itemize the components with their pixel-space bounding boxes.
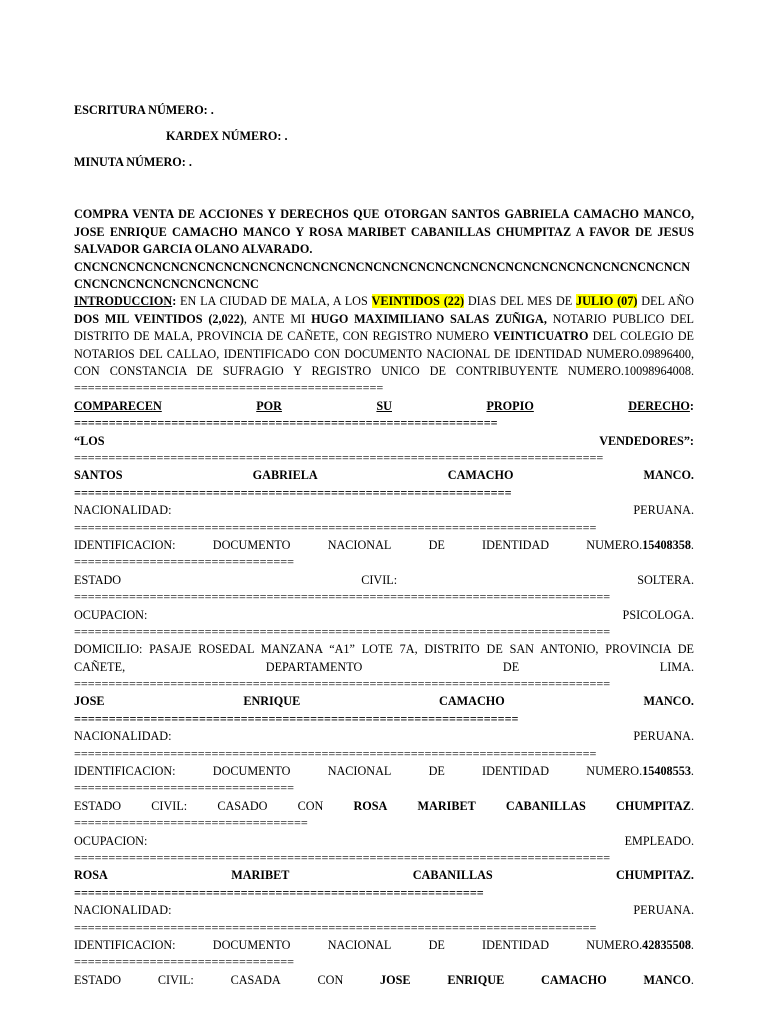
identificacion-row (74, 937, 694, 954)
separator-line: ============================================================================ (74, 746, 597, 761)
name-part: ROSA (74, 868, 108, 883)
comparecen-word-2: POR (256, 398, 282, 413)
name-part: ENRIQUE (243, 694, 301, 709)
nacionalidad-row (74, 902, 694, 919)
estado-word: CON (297, 798, 324, 813)
spouse-name-part: CHUMPITAZ (616, 798, 691, 813)
kardex-number: KARDEX NÚMERO: . (166, 128, 288, 143)
separator-line: ================================== (74, 816, 308, 831)
person-name (74, 467, 694, 484)
intro-text-3: DEL AÑO (637, 294, 694, 309)
intro-notary: HUGO MAXIMILIANO SALAS ZUÑIGA, (311, 311, 547, 326)
intro-label: INTRODUCCION (74, 294, 173, 309)
id-word: NACIONAL (327, 937, 392, 952)
comparecen-word-3: SU (376, 398, 392, 413)
id-word: DOCUMENTO (212, 764, 291, 779)
field-value: PSICOLOGA. (622, 607, 694, 622)
estado-word: CIVIL: (361, 572, 398, 587)
separator-line: =========================================================== (74, 885, 484, 900)
person-name (74, 867, 694, 884)
intro-month: JULIO (07) (576, 294, 638, 309)
nacionalidad-row (74, 728, 694, 745)
vendedores-heading (74, 433, 694, 450)
field-label: NACIONALIDAD: (74, 903, 172, 918)
period: . (690, 937, 694, 952)
nacionalidad-row (74, 502, 694, 519)
separator-line: ================================================================ (74, 711, 519, 726)
separator-line: ================================ (74, 781, 294, 796)
intro-colon: : (172, 294, 177, 309)
separator-line: ============================================================================= (74, 450, 604, 465)
spouse-name-part: JOSE (380, 972, 411, 987)
cnc-filler-line: CNCNCNCNCNCNCNCNCNCNCNCNCNCNCNCNCNCNCNCNCNCNCNCNCNCNCNCNCNCNCNCNCNCNCNCNCNCNCNCNCNCNCNCNCNC (74, 259, 691, 291)
intro-text-6: DEL COLEGIO DE NOTARIOS DEL CALLAO, IDENTIFICADO CON DOCUMENTO NACIONAL DE IDENTIDAD NUMERO.09896400, CON CONSTANCIA DE SUFRAGIO Y REGISTRO UNICO DE CONTRIBUYENTE NUMERO.10098964008. (74, 329, 694, 379)
id-word: DOCUMENTO (212, 537, 291, 552)
comparecen-word-4: PROPIO (486, 398, 534, 413)
spouse-name-part: ROSA (353, 798, 388, 813)
name-part: CHUMPITAZ. (615, 868, 694, 883)
vendedores-word-2: VENDEDORES”: (599, 433, 694, 448)
comparecen-heading (74, 398, 694, 415)
id-word: NACIONAL (327, 764, 392, 779)
spouse-name-part: MANCO (643, 972, 691, 987)
estado-word: ESTADO (74, 572, 122, 587)
id-word: NUMERO. (586, 937, 643, 952)
id-word: NUMERO. (586, 537, 643, 552)
name-part: GABRIELA (252, 468, 318, 483)
name-part: SANTOS (74, 468, 123, 483)
period: . (690, 764, 694, 779)
deed-title: COMPRA VENTA DE ACCIONES Y DERECHOS QUE OTORGAN SANTOS GABRIELA CAMACHO MANCO, JOSE ENRIQUE CAMACHO MANCO Y ROSA MARIBET CABANILLAS CHUMPITAZ A FAVOR DE JESUS SALVADOR GARCIA OLANO ALVARADO. (74, 207, 694, 257)
minuta-number: MINUTA NÚMERO: . (74, 154, 192, 169)
intro-year: DOS MIL VEINTIDOS (2,022) (74, 311, 244, 326)
intro-registry: VEINTICUATRO (493, 329, 589, 344)
spouse-name-part: MARIBET (417, 798, 476, 813)
intro-day: VEINTIDOS (22) (371, 294, 465, 309)
separator-line: ============================================================================== (74, 624, 611, 639)
field-label: OCUPACION: (74, 607, 148, 622)
vendedores-word-1: “LOS (74, 433, 105, 448)
period: . (690, 798, 694, 813)
field-value: PERUANA. (633, 503, 694, 518)
name-part: CAMACHO (439, 694, 505, 709)
intro-text-4: , ANTE MI (243, 311, 312, 326)
estado-word: CIVIL: (151, 798, 188, 813)
field-label: NACIONALIDAD: (74, 729, 172, 744)
field-label: IDENTIFICACION: (74, 937, 176, 952)
comparecen-colon: : (689, 398, 694, 413)
intro-text-5: NOTARIO PUBLICO DEL DISTRITO DE MALA, PROVINCIA DE CAÑETE, CON REGISTRO NUMERO (74, 311, 694, 344)
separator-line: ============================================================================ (74, 920, 597, 935)
dni-number: 15408358 (642, 537, 691, 552)
deed-document (74, 102, 694, 989)
introduccion-paragraph (74, 293, 694, 380)
name-part: MANCO. (643, 694, 694, 709)
id-word: DOCUMENTO (212, 937, 291, 952)
id-word: DE (428, 537, 445, 552)
spouse-name-part: CAMACHO (541, 972, 607, 987)
identificacion-row (74, 763, 694, 780)
id-word: DE (428, 937, 445, 952)
estado-word: CON (317, 972, 344, 987)
separator-line: =============================================================== (74, 485, 512, 500)
estado-word: CIVIL: (157, 972, 194, 987)
field-value: EMPLEADO. (624, 833, 694, 848)
dni-number: 15408553 (642, 764, 691, 779)
name-part: MARIBET (231, 868, 290, 883)
name-part: JOSE (74, 694, 105, 709)
name-part: CABANILLAS (412, 868, 493, 883)
estado-word: ESTADO (74, 798, 122, 813)
name-part: CAMACHO (447, 468, 514, 483)
id-word: IDENTIDAD (482, 764, 550, 779)
id-word: NACIONAL (327, 537, 392, 552)
ocupacion-row (74, 833, 694, 850)
escritura-number: ESCRITURA NÚMERO: . (74, 103, 214, 117)
comparecen-word-5: DERECHO (628, 398, 690, 413)
name-part: MANCO. (643, 468, 694, 483)
separator-line: ================================ (74, 955, 294, 970)
person-name (74, 693, 694, 710)
comparecen-word-1: COMPARECEN (74, 398, 162, 413)
field-value: SOLTERA. (637, 572, 694, 587)
estado-word: CASADA (230, 972, 281, 987)
field-value: PERUANA. (633, 903, 694, 918)
separator-line: ============================================================================ (74, 520, 597, 535)
field-label: IDENTIFICACION: (74, 764, 176, 779)
separator-line: ============================================================= (74, 416, 498, 431)
identificacion-row (74, 537, 694, 554)
estado-civil-row (74, 798, 694, 815)
period: . (690, 972, 694, 987)
field-label: NACIONALIDAD: (74, 503, 172, 518)
separator-line: ============================================================================== (74, 590, 611, 605)
intro-text-1: EN LA CIUDAD DE MALA, A LOS (176, 294, 372, 309)
domicilio-paragraph: DOMICILIO: PASAJE ROSEDAL MANZANA “A1” LOTE 7A, DISTRITO DE SAN ANTONIO, PROVINCIA DE CAÑETE, DEPARTAMENTO DE LIMA. (74, 642, 694, 674)
separator-line: ============================================================================== (74, 677, 611, 692)
intro-text-2: DIAS DEL MES DE (464, 294, 577, 309)
estado-civil-row (74, 972, 694, 989)
separator-line: ================================ (74, 555, 294, 570)
id-word: IDENTIDAD (482, 537, 550, 552)
estado-word: CASADO (217, 798, 268, 813)
separator-line: ============================================================================== (74, 851, 611, 865)
field-value: PERUANA. (633, 729, 694, 744)
spouse-name-part: ENRIQUE (447, 972, 505, 987)
separator-line: ============================================= (74, 381, 384, 396)
id-word: DE (428, 764, 445, 779)
estado-civil-row (74, 572, 694, 589)
field-label: IDENTIFICACION: (74, 537, 176, 552)
spouse-name-part: CABANILLAS (505, 798, 586, 813)
period: . (690, 537, 694, 552)
field-label: OCUPACION: (74, 833, 148, 848)
id-word: IDENTIDAD (482, 937, 550, 952)
estado-word: ESTADO (74, 972, 122, 987)
id-word: NUMERO. (586, 764, 643, 779)
dni-number: 42835508 (642, 937, 691, 952)
ocupacion-row (74, 607, 694, 624)
